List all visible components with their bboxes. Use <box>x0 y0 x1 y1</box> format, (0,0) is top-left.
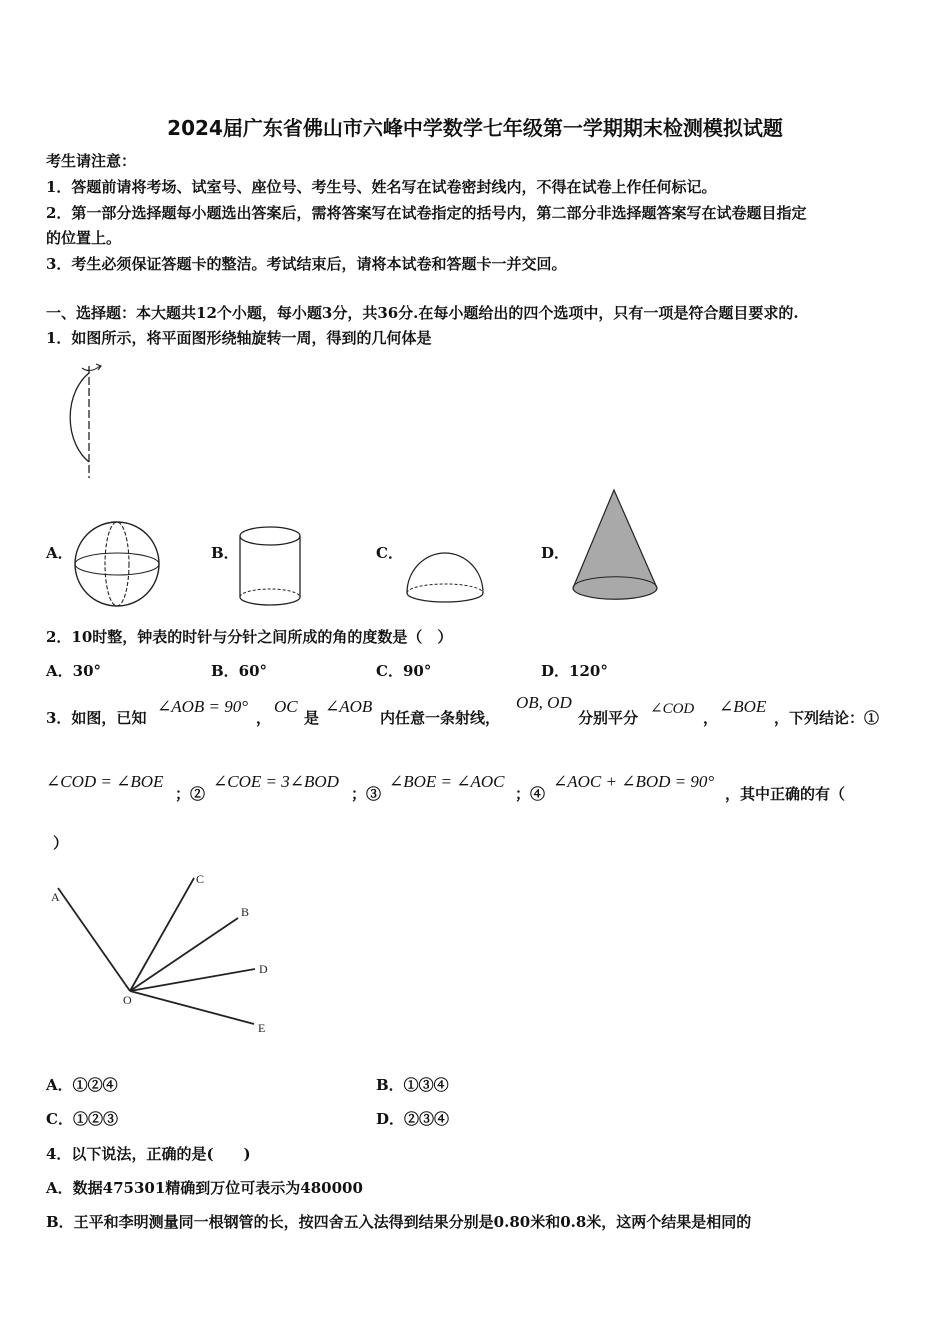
q3-option-a[interactable]: A．①②④ <box>46 1076 118 1094</box>
section-heading: 一、选择题：本大题共12个小题，每小题3分，共36分.在每小题给出的四个选项中，只有一项是符合题目要求的. <box>46 304 799 322</box>
q4-option-a[interactable]: A．数据475301精确到万位可表示为480000 <box>46 1179 363 1197</box>
q1-semicircle-figure <box>40 358 120 483</box>
notice-item-2-cont: 的位置上。 <box>46 229 122 247</box>
q3-conclusion-1: ∠COD = ∠BOE <box>46 772 164 791</box>
ray-oa <box>58 888 130 991</box>
q2-option-b[interactable]: B．60° <box>211 662 268 680</box>
q2-stem: 2．10时整，钟表的时针与分针之间所成的角的度数是（ ） <box>46 628 453 646</box>
q2-option-d[interactable]: D．120° <box>541 662 608 680</box>
q1-option-a[interactable]: A． <box>46 544 73 562</box>
q3-conclusion-4: ∠AOC + ∠BOD = 90° <box>553 772 715 791</box>
q3-sep-3: ；③ <box>351 785 382 803</box>
q2-option-c[interactable]: C．90° <box>376 662 432 680</box>
ray-oe <box>130 991 254 1024</box>
q3-text-3: 是 <box>304 709 320 727</box>
q1-option-b[interactable]: B． <box>211 544 239 562</box>
q1-sphere-figure <box>72 518 164 610</box>
ray-od <box>130 969 255 991</box>
notice-item-3: 3．考生必须保证答题卡的整洁。考试结束后，请将本试卷和答题卡一并交回。 <box>46 255 567 273</box>
q3-math-oc: OC <box>274 697 298 716</box>
q3-math-cod: ∠COD <box>650 701 695 717</box>
q3-conclusion-2: ∠COE = 3∠BOD <box>213 772 339 791</box>
q4-option-b[interactable]: B．王平和李明测量同一根钢管的长，按四舍五入法得到结果分别是0.80米和0.8米，这两个结果是相同的 <box>46 1213 752 1231</box>
q3-conclusion-3: ∠BOE = ∠AOC <box>389 772 505 791</box>
q3-math-aob-90: ∠AOB = 90° <box>157 697 249 716</box>
page-title: 2024届广东省佛山市六峰中学数学七年级第一学期期末检测模拟试题 <box>167 116 783 140</box>
q3-text-4: 内任意一条射线， <box>380 709 501 727</box>
point-label-b: B <box>241 905 250 919</box>
q3-option-c[interactable]: C．①②③ <box>46 1110 118 1128</box>
q3-math-boe: ∠BOE <box>719 697 767 716</box>
q2-option-a[interactable]: A．30° <box>46 662 102 680</box>
q3-close-paren: ） <box>53 834 69 852</box>
q1-cone-figure <box>570 488 662 606</box>
q3-sep-2: ；② <box>175 785 206 803</box>
q3-text-5: 分别平分 <box>578 709 639 727</box>
point-label-e: E <box>258 1021 266 1035</box>
q3-rays-figure <box>46 866 286 1036</box>
q3-math-aob: ∠AOB <box>325 697 373 716</box>
notice-item-1: 1．答题前请将考场、试室号、座位号、考生号、姓名写在试卷密封线内，不得在试卷上作任何标记。 <box>46 178 717 196</box>
point-label-d: D <box>259 962 268 976</box>
q1-option-c[interactable]: C． <box>376 544 403 562</box>
q1-stem: 1．如图所示，将平面图形绕轴旋转一周，得到的几何体是 <box>46 329 432 347</box>
q3-text-2: ， <box>256 709 272 727</box>
q4-stem: 4．以下说法，正确的是( ) <box>46 1145 251 1163</box>
point-label-c: C <box>196 872 205 886</box>
q1-cylinder-figure <box>238 525 304 607</box>
q3-text-6: ， <box>703 709 719 727</box>
q3-math-ob-od: OB, OD <box>516 693 572 712</box>
notice-heading: 考生请注意： <box>46 152 137 170</box>
ray-oc <box>130 878 194 991</box>
q3-text-7: ，下列结论：① <box>774 709 880 727</box>
q3-option-d[interactable]: D．②③④ <box>376 1110 450 1128</box>
q1-option-d[interactable]: D． <box>541 544 570 562</box>
q3-option-b[interactable]: B．①③④ <box>376 1076 449 1094</box>
q1-hemisphere-figure <box>404 548 486 606</box>
point-label-a: A <box>51 890 60 904</box>
point-label-o: O <box>123 993 132 1007</box>
q3-text-1: 3．如图，已知 <box>46 709 147 727</box>
notice-item-2: 2．第一部分选择题每小题选出答案后，需将答案写在试卷指定的括号内，第二部分非选择题答案写在试卷题目指定 <box>46 204 807 222</box>
ray-ob <box>130 918 238 991</box>
q3-sep-4: ；④ <box>515 785 546 803</box>
q3-tail: ，其中正确的有（ <box>725 785 846 803</box>
